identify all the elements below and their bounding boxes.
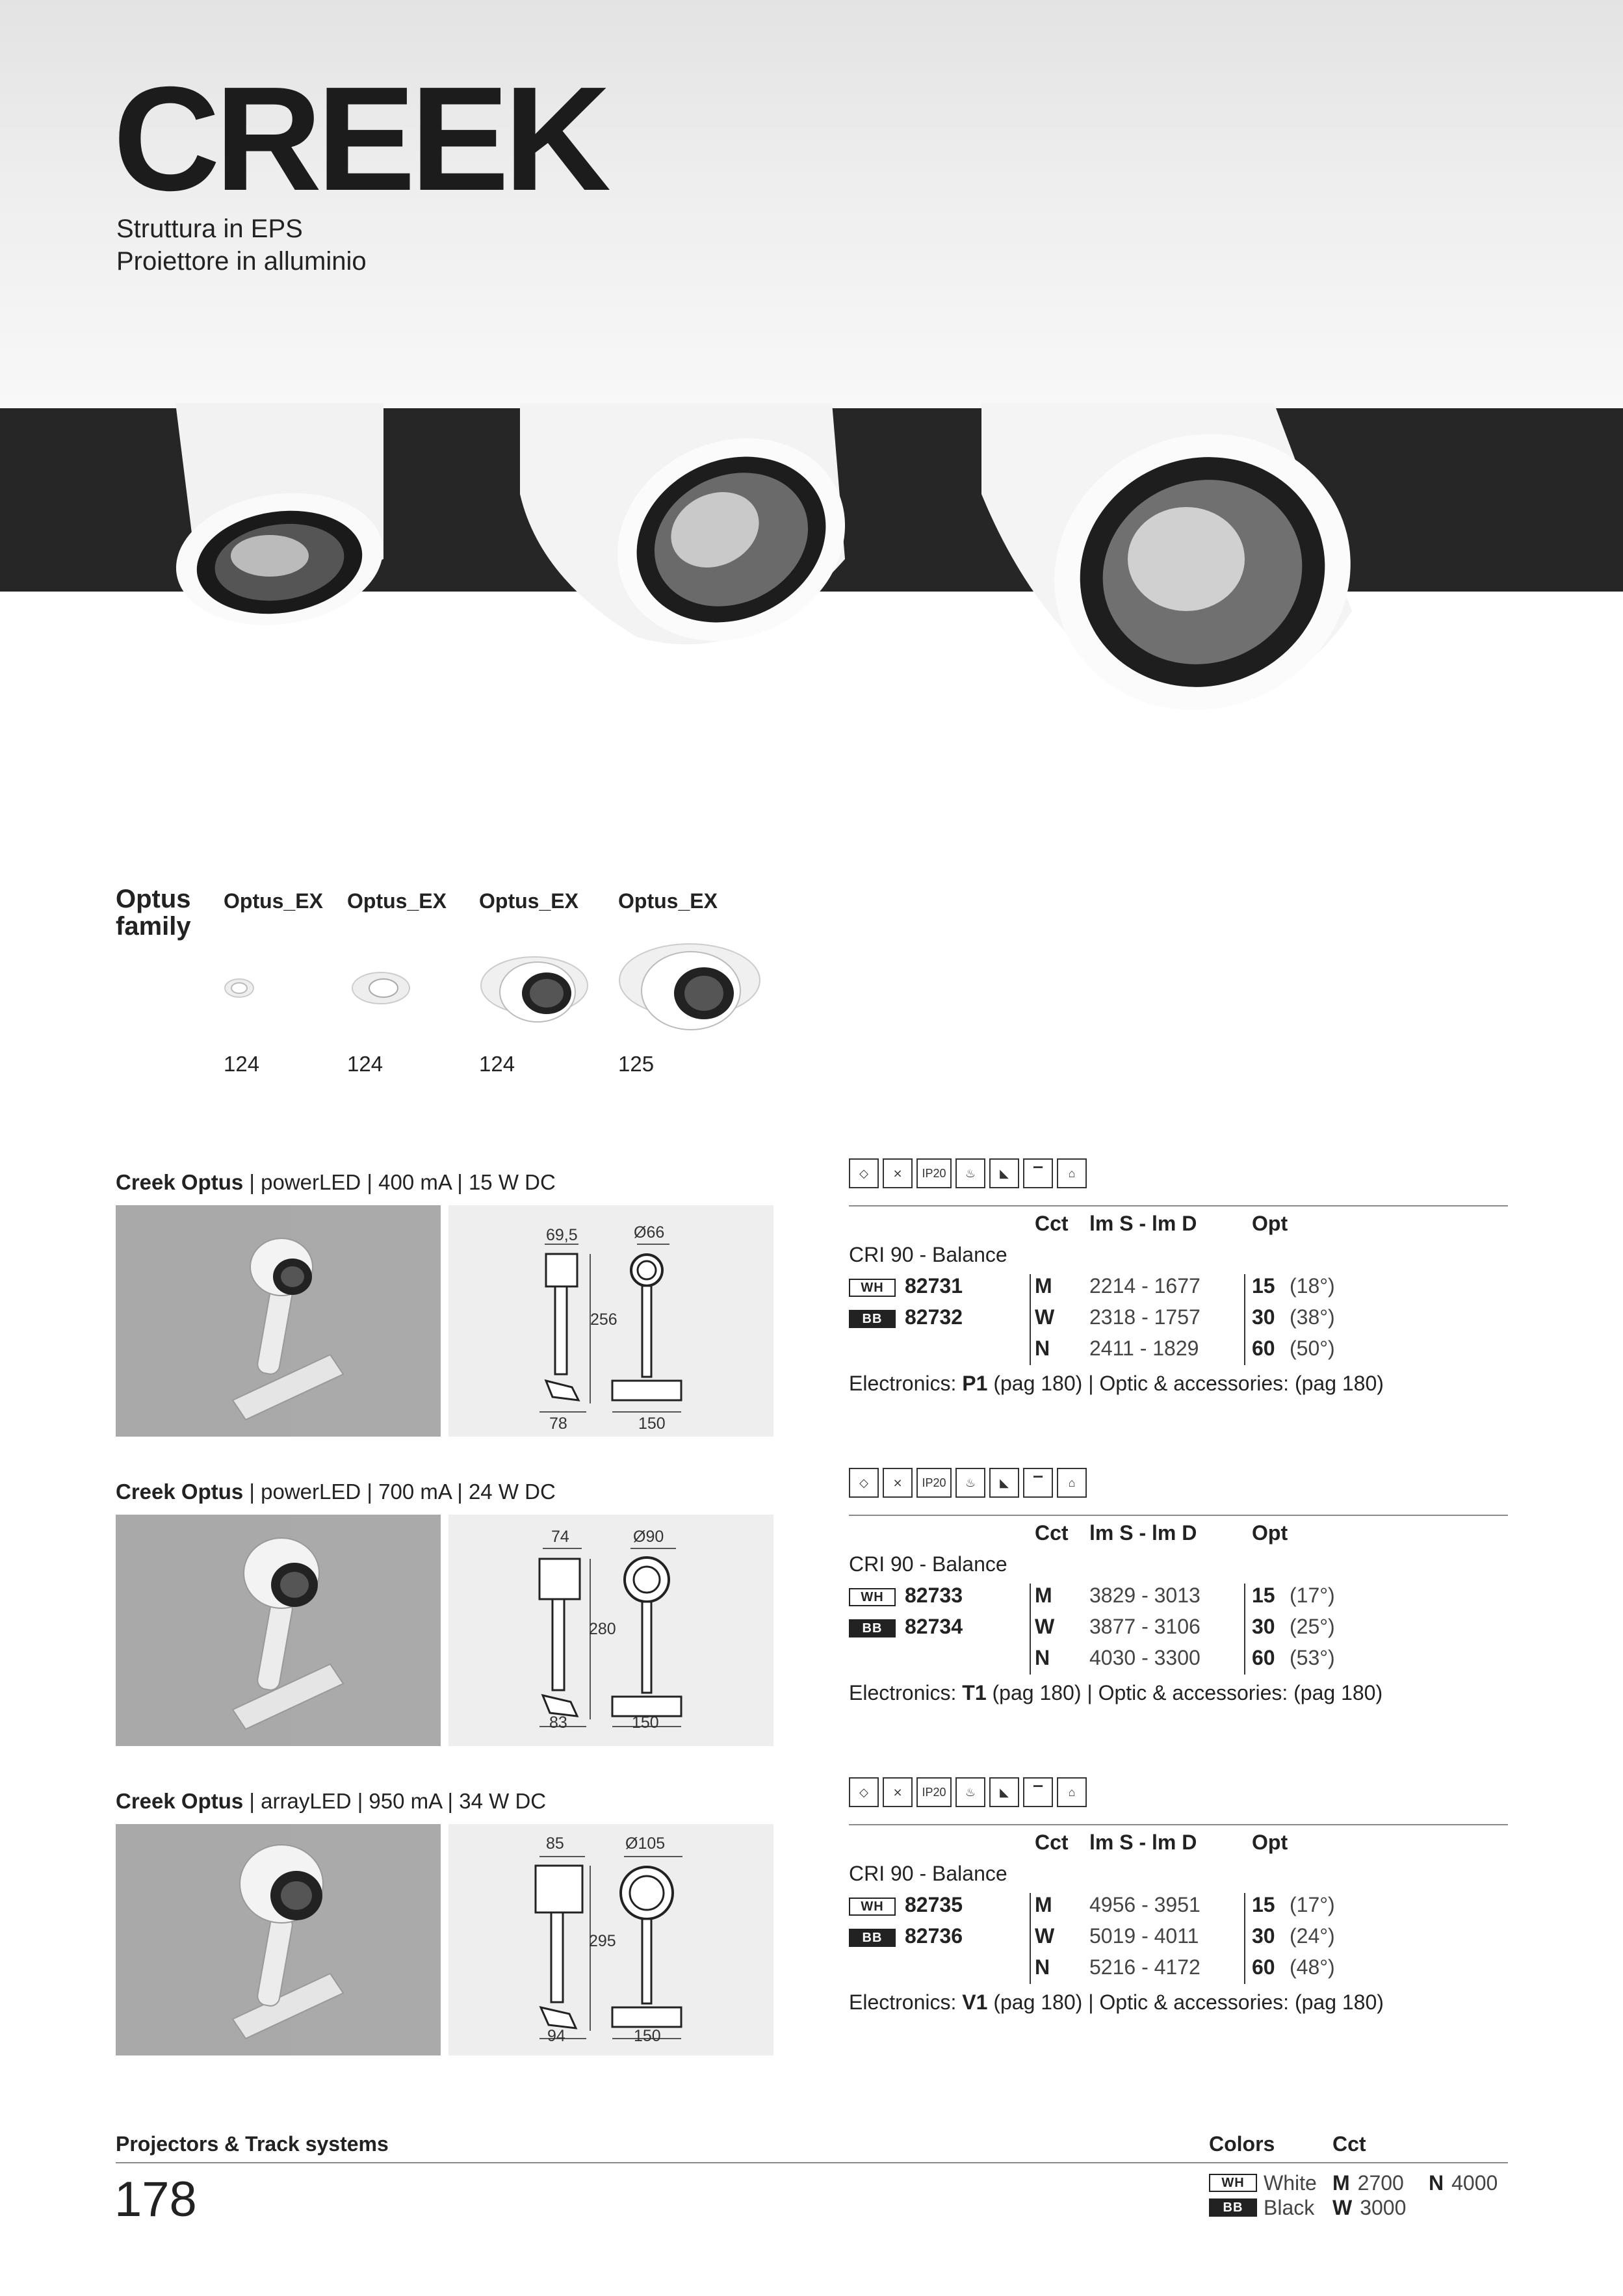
cct-code: W [1035,1305,1055,1329]
product-photo [116,1515,441,1746]
electronics-note: Electronics: P1 (pag 180) | Optic & accessories: (pag 180) [849,1372,1384,1395]
product-render [116,1824,441,2055]
electronics-code-link[interactable]: V1 [962,1990,988,2014]
table-row [849,1337,1508,1366]
indoor-icon: ⌂ [1057,1158,1087,1188]
hero-spotlight-small [168,403,392,638]
optic-value: 15 [1252,1274,1275,1298]
cct-code: N [1035,1646,1050,1669]
product-code: 82733 [905,1584,963,1607]
beam-angle: (17°) [1290,1584,1335,1607]
table-row [849,1646,1508,1676]
optic-value: 60 [1252,1955,1275,1979]
product-heading [116,1789,546,1814]
indoor-icon: ⌂ [1057,1468,1087,1498]
spec-table [849,1515,1508,1729]
family-item-name: Optus_EX [618,889,718,913]
color-name: White [1264,2171,1317,2195]
cct-code: M [1035,1584,1052,1607]
color-badge-white: WH [849,1898,896,1916]
header-cct: Cct [1035,1831,1069,1854]
electronics-code-link[interactable]: P1 [962,1372,988,1395]
cct-code: W [1035,1615,1055,1638]
dim-width: 85 [546,1834,564,1853]
family-item-image [479,948,596,1032]
spec-table [849,1205,1508,1420]
color-badge-white: WH [1209,2174,1257,2192]
ip-rating-icon: IP20 [916,1468,952,1498]
certification-icons [849,1468,1087,1498]
adjustable-icon: ◣ [989,1158,1019,1188]
color-badge-black: BB [1209,2198,1257,2217]
family-item[interactable] [618,889,761,1076]
optic-value: 30 [1252,1924,1275,1948]
family-item-name: Optus_EX [479,889,578,913]
optic-value: 60 [1252,1337,1275,1360]
lumen-value: 2214 - 1677 [1089,1274,1201,1298]
glow-wire-icon: ♨ [955,1468,985,1498]
optic-value: 30 [1252,1305,1275,1329]
header-lumen: lm S - lm D [1089,1521,1197,1545]
cct-code: W [1035,1924,1055,1948]
lumen-value: 2411 - 1829 [1089,1337,1199,1360]
lumen-value: 5019 - 4011 [1089,1924,1199,1948]
family-item-image [347,954,438,1019]
ceiling-mount-icon: ▔ [1023,1468,1053,1498]
optic-value: 60 [1252,1646,1275,1669]
ip-rating-icon: IP20 [916,1158,952,1188]
dim-height: 256 [590,1311,617,1329]
cri-label: CRI 90 - Balance [849,1243,1007,1266]
cct-legend-title: Cct [1332,2132,1366,2156]
color-badge-black: BB [849,1929,896,1947]
optic-value: 15 [1252,1584,1275,1607]
dim-width: 69,5 [546,1226,578,1244]
family-item[interactable] [479,889,622,1076]
hero-spotlight-large [981,393,1390,728]
no-insulation-icon: ⨯ [883,1158,913,1188]
beam-angle: (17°) [1290,1893,1335,1916]
header-optic: Opt [1252,1212,1288,1235]
family-title: Optus family [116,885,191,941]
dim-diameter: Ø105 [625,1834,666,1853]
section-label: Projectors & Track systems [116,2132,389,2156]
dim-diameter: Ø66 [634,1223,665,1242]
color-badge-black: BB [849,1619,896,1637]
lumen-value: 5216 - 4172 [1089,1955,1201,1979]
product-render [116,1205,441,1437]
product-code: 82732 [905,1305,963,1329]
header-optic: Opt [1252,1521,1288,1545]
lumen-value: 3829 - 3013 [1089,1584,1201,1607]
family-item-page: 124 [224,1052,260,1076]
no-insulation-icon: ⨯ [883,1777,913,1807]
product-name: Creek Optus [116,1789,244,1813]
electronics-code-link[interactable]: T1 [962,1681,987,1704]
technical-drawing [448,1824,773,2055]
adjustable-icon: ◣ [989,1468,1019,1498]
table-row[interactable] [849,1893,1508,1923]
color-badge-white: WH [849,1279,896,1297]
page-number: 178 [114,2172,197,2227]
table-row [849,1955,1508,1985]
product-render [116,1515,441,1746]
hero-spotlight-medium [520,402,879,677]
cct-legend-item: W 3000 [1332,2196,1407,2219]
dim-base-width: 78 [549,1415,567,1433]
product-spec: | powerLED | 700 mA | 24 W DC [243,1480,556,1504]
lumen-value: 3877 - 3106 [1089,1615,1201,1638]
family-item-name: Optus_EX [347,889,447,913]
adjustable-icon: ◣ [989,1777,1019,1807]
cct-legend-item: N 4000 [1429,2171,1498,2195]
certification-icons [849,1158,1087,1188]
cct-legend-item: M 2700 [1332,2171,1404,2195]
cct-code: M [1035,1893,1052,1916]
family-item-page: 125 [618,1052,655,1076]
optic-value: 30 [1252,1615,1275,1638]
technical-drawing [448,1515,773,1746]
hero-product-image [0,364,1623,728]
electronics-note: Electronics: T1 (pag 180) | Optic & accessories: (pag 180) [849,1681,1383,1704]
header-cct: Cct [1035,1212,1069,1235]
colors-legend-title: Colors [1209,2132,1275,2156]
dim-track-width: 150 [632,1714,659,1732]
ip-rating-icon: IP20 [916,1777,952,1807]
lumen-value: 2318 - 1757 [1089,1305,1201,1329]
dim-track-width: 150 [638,1415,666,1433]
family-item[interactable] [224,889,367,1076]
product-name: Creek Optus [116,1170,244,1194]
family-item-page: 124 [479,1052,515,1076]
lumen-value: 4030 - 3300 [1089,1646,1201,1669]
beam-angle: (24°) [1290,1924,1335,1948]
table-row[interactable] [849,1274,1508,1304]
color-name: Black [1264,2196,1315,2219]
lumen-value: 4956 - 3951 [1089,1893,1201,1916]
beam-angle: (53°) [1290,1646,1335,1669]
beam-angle: (18°) [1290,1274,1335,1298]
cct-code: N [1035,1955,1050,1979]
product-photo [116,1824,441,2055]
technical-drawing [448,1205,773,1437]
header-optic: Opt [1252,1831,1288,1854]
optic-value: 15 [1252,1893,1275,1916]
table-row[interactable] [849,1924,1508,1954]
family-item-image [618,941,761,1039]
class-iii-icon: ◇ [849,1158,879,1188]
class-iii-icon: ◇ [849,1468,879,1498]
cri-label: CRI 90 - Balance [849,1862,1007,1885]
electronics-note: Electronics: V1 (pag 180) | Optic & accessories: (pag 180) [849,1990,1384,2014]
family-item-image [224,954,302,1013]
family-item-page: 124 [347,1052,383,1076]
header-lumen: lm S - lm D [1089,1831,1197,1854]
dim-diameter: Ø90 [633,1528,664,1546]
subtitle-structure: Struttura in EPS [116,215,303,243]
cct-code: M [1035,1274,1052,1298]
table-row[interactable] [849,1615,1508,1645]
indoor-icon: ⌂ [1057,1777,1087,1807]
product-heading [116,1480,556,1504]
product-spec: | arrayLED | 950 mA | 34 W DC [243,1789,547,1813]
product-code: 82731 [905,1274,963,1298]
footer-divider [116,2162,1508,2163]
product-spec: | powerLED | 400 mA | 15 W DC [243,1170,556,1194]
product-heading [116,1170,556,1195]
glow-wire-icon: ♨ [955,1777,985,1807]
product-code: 82734 [905,1615,963,1638]
beam-angle: (50°) [1290,1337,1335,1360]
color-badge-white: WH [849,1588,896,1606]
ceiling-mount-icon: ▔ [1023,1777,1053,1807]
dim-width: 74 [551,1528,569,1546]
color-badge-black: BB [849,1310,896,1328]
dim-base-width: 83 [549,1714,567,1732]
dim-height: 295 [589,1932,616,1950]
class-iii-icon: ◇ [849,1777,879,1807]
subtitle-projector: Proiettore in alluminio [116,247,367,276]
table-row[interactable] [849,1305,1508,1335]
product-photo [116,1205,441,1437]
beam-angle: (25°) [1290,1615,1335,1638]
cri-label: CRI 90 - Balance [849,1552,1007,1576]
spec-table [849,1824,1508,2039]
dim-track-width: 150 [634,2027,661,2045]
glow-wire-icon: ♨ [955,1158,985,1188]
header-cct: Cct [1035,1521,1069,1545]
no-insulation-icon: ⨯ [883,1468,913,1498]
dim-base-width: 94 [547,2027,565,2045]
beam-angle: (38°) [1290,1305,1335,1329]
table-row[interactable] [849,1584,1508,1613]
cct-code: N [1035,1337,1050,1360]
page-title: CREEK [113,57,606,222]
product-code: 82735 [905,1893,963,1916]
dim-height: 280 [589,1620,616,1638]
family-item-name: Optus_EX [224,889,323,913]
product-code: 82736 [905,1924,963,1948]
beam-angle: (48°) [1290,1955,1335,1979]
header-lumen: lm S - lm D [1089,1212,1197,1235]
family-item[interactable] [347,889,490,1076]
product-name: Creek Optus [116,1480,244,1504]
ceiling-mount-icon: ▔ [1023,1158,1053,1188]
certification-icons [849,1777,1087,1807]
